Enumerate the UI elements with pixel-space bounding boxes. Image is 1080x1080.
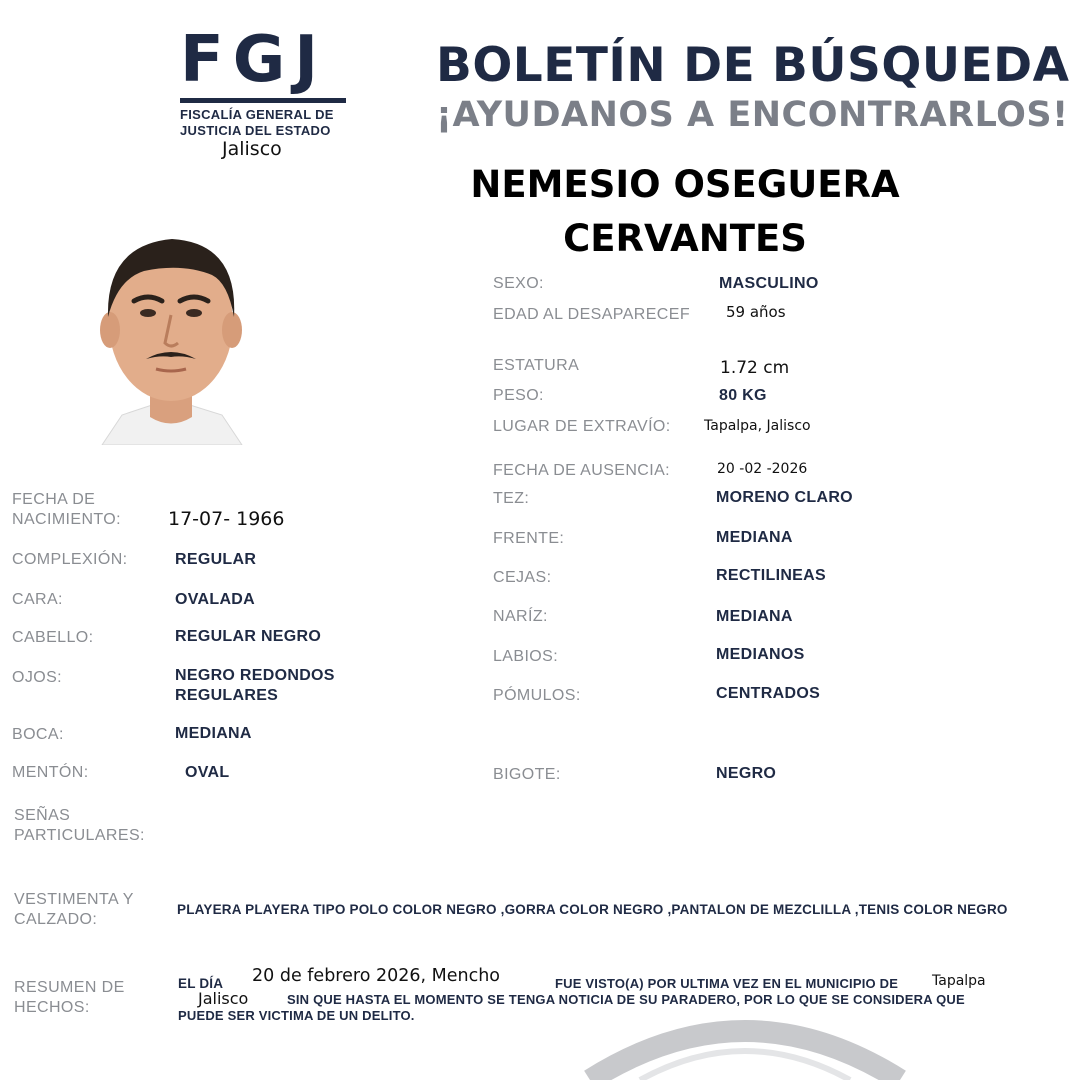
label-vestimenta — [14, 890, 134, 930]
label-resumen-line1: RESUMEN DE — [14, 979, 125, 996]
label-cara: CARA: — [12, 591, 63, 608]
value-ojos-line2: REGULARES — [175, 687, 279, 704]
label-senas — [14, 806, 145, 846]
bulletin-title: BOLETÍN DE BÚSQUEDA — [436, 38, 1070, 93]
value-cabello: REGULAR NEGRO — [175, 628, 322, 645]
value-frente: MEDIANA — [716, 529, 793, 546]
value-ojos-line1: NEGRO REDONDOS — [175, 667, 335, 684]
label-vestimenta-line2: CALZADO: — [14, 911, 98, 928]
value-estatura: 1.72 cm — [720, 358, 790, 378]
summary-municipio: Tapalpa — [932, 973, 986, 989]
label-edad: EDAD AL DESAPARECEF — [493, 306, 690, 323]
label-tez: TEZ: — [493, 490, 530, 507]
label-pomulos: PÓMULOS: — [493, 687, 581, 704]
value-fecha-ausencia: 20 -02 -2026 — [717, 461, 808, 477]
logo-state: Jalisco — [222, 138, 282, 160]
fgj-logo: FGJ — [180, 23, 328, 97]
summary-seen-text: FUE VISTO(A) POR ULTIMA VEZ EN EL MUNICIPIO DE — [555, 976, 899, 991]
label-ojos: OJOS: — [12, 669, 63, 686]
value-bigote: NEGRO — [716, 765, 777, 782]
label-labios: LABIOS: — [493, 648, 559, 665]
label-senas-line1: SEÑAS — [14, 807, 71, 824]
value-sexo: MASCULINO — [719, 275, 819, 292]
value-nariz: MEDIANA — [716, 608, 793, 625]
label-lugar: LUGAR DE EXTRAVÍO: — [493, 418, 671, 435]
seal-watermark — [580, 1012, 910, 1080]
label-sexo: SEXO: — [493, 275, 544, 292]
value-lugar: Tapalpa, Jalisco — [704, 418, 811, 434]
summary-date: 20 de febrero 2026, Mencho — [252, 966, 500, 986]
logo-subtitle-line1: FISCALÍA GENERAL DE — [180, 107, 334, 122]
logo-subtitle-line2: JUSTICIA DEL ESTADO — [180, 123, 331, 138]
person-photo — [62, 205, 280, 445]
value-cejas: RECTILINEAS — [716, 567, 826, 584]
label-nariz: NARÍZ: — [493, 608, 548, 625]
label-menton: MENTÓN: — [12, 764, 89, 781]
value-tez: MORENO CLARO — [716, 489, 853, 506]
label-fecha-nacimiento-line2: NACIMIENTO: — [12, 511, 122, 528]
label-resumen-line2: HECHOS: — [14, 999, 90, 1016]
label-estatura: ESTATURA — [493, 357, 580, 374]
label-resumen — [14, 978, 125, 1018]
label-cabello: CABELLO: — [12, 629, 94, 646]
value-fecha-nacimiento: 17-07- 1966 — [168, 508, 285, 530]
value-labios: MEDIANOS — [716, 646, 805, 663]
label-frente: FRENTE: — [493, 530, 565, 547]
value-complexion: REGULAR — [175, 551, 257, 568]
person-name — [440, 158, 930, 266]
label-fecha-nacimiento-line1: FECHA DE — [12, 491, 96, 508]
value-vestimenta: PLAYERA PLAYERA TIPO POLO COLOR NEGRO ,GORRA COLOR NEGRO ,PANTALON DE MEZCLILLA ,TENIS COLOR NEGRO — [177, 902, 1008, 917]
label-complexion: COMPLEXIÓN: — [12, 551, 128, 568]
value-edad: 59 años — [726, 303, 786, 321]
logo-divider — [180, 98, 346, 103]
value-ojos — [175, 666, 335, 706]
summary-line3: PUEDE SER VICTIMA DE UN DELITO. — [178, 1008, 415, 1023]
value-boca: MEDIANA — [175, 725, 252, 742]
value-peso: 80 KG — [719, 387, 767, 404]
label-cejas: CEJAS: — [493, 569, 552, 586]
label-peso: PESO: — [493, 387, 544, 404]
person-name-line1: NEMESIO OSEGUERA — [470, 163, 900, 206]
person-name-line2: CERVANTES — [563, 217, 807, 260]
label-vestimenta-line1: VESTIMENTA Y — [14, 891, 134, 908]
summary-el-dia: EL DÍA — [178, 976, 224, 991]
bulletin-slogan: ¡AYUDANOS A ENCONTRARLOS! — [436, 95, 1069, 135]
label-fecha-ausencia: FECHA DE AUSENCIA: — [493, 462, 671, 479]
summary-state: Jalisco — [198, 989, 249, 1008]
value-menton: OVAL — [185, 764, 230, 781]
value-cara: OVALADA — [175, 591, 256, 608]
label-senas-line2: PARTICULARES: — [14, 827, 145, 844]
value-pomulos: CENTRADOS — [716, 685, 821, 702]
logo-subtitle — [180, 107, 334, 139]
summary-line2: SIN QUE HASTA EL MOMENTO SE TENGA NOTICIA DE SU PARADERO, POR LO QUE SE CONSIDERA QUE — [287, 992, 965, 1007]
label-fecha-nacimiento — [12, 490, 121, 530]
label-boca: BOCA: — [12, 726, 64, 743]
label-bigote: BIGOTE: — [493, 766, 561, 783]
